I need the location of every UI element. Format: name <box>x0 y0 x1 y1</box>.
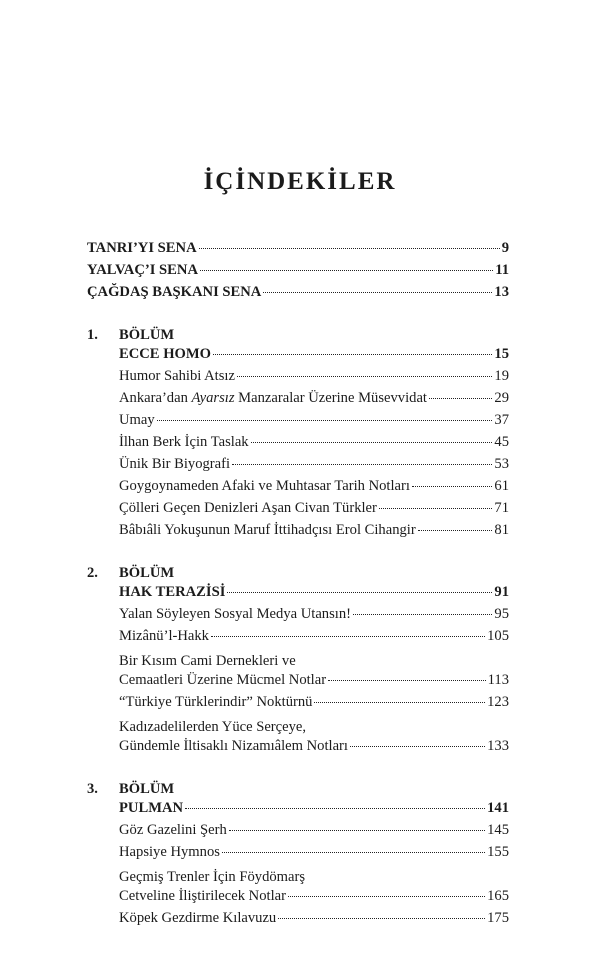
dot-leader <box>350 746 485 747</box>
entry-title: Gündemle İltisaklı Nizamıâlem Notları <box>119 738 348 754</box>
section-label: BÖLÜM <box>119 327 175 343</box>
entry-page: 155 <box>487 844 509 860</box>
entry-page: 11 <box>495 262 509 278</box>
toc-entry-section-title <box>87 800 509 822</box>
section-number: 2. <box>87 565 98 581</box>
entry-title: Mizânü’l-Hakk <box>119 628 209 644</box>
entry-title: Hapsiye Hymnos <box>119 844 220 860</box>
dot-leader <box>379 508 493 509</box>
entry-page: 29 <box>494 390 509 406</box>
entry-page: 123 <box>487 694 509 710</box>
toc-entry-section-title <box>87 584 509 606</box>
entry-title-line1: Geçmiş Trenler İçin Föydömarş <box>119 869 306 885</box>
toc-entry <box>87 434 509 456</box>
dot-leader <box>229 830 485 831</box>
dot-leader <box>353 614 492 615</box>
dot-leader <box>418 530 493 531</box>
entry-title: Yalan Söyleyen Sosyal Medya Utansın! <box>119 606 351 622</box>
toc-entry <box>87 262 509 284</box>
toc-entry-section-title <box>87 346 509 368</box>
entry-page: 37 <box>494 412 509 428</box>
dot-leader <box>185 808 485 809</box>
toc-entry <box>87 606 509 628</box>
entry-title-line1: Kadızadelilerden Yüce Serçeye, <box>119 719 307 735</box>
entry-title: ECCE HOMO <box>119 346 212 362</box>
toc-entry <box>87 844 509 866</box>
entry-page: 145 <box>487 822 509 838</box>
section-label: BÖLÜM <box>119 565 175 581</box>
section-number: 3. <box>87 781 98 797</box>
entry-title: Göz Gazelini Şerh <box>119 822 227 838</box>
entry-title: HAK TERAZİSİ <box>119 584 226 600</box>
entry-page: 19 <box>494 368 509 384</box>
toc-entry <box>87 412 509 434</box>
toc-entry <box>87 390 509 412</box>
dot-leader <box>199 248 500 249</box>
table-of-contents <box>87 240 509 932</box>
section-number: 1. <box>87 327 98 343</box>
entry-title: ÇAĞDAŞ BAŞKANI SENA <box>87 284 262 300</box>
toc-entry <box>87 672 509 694</box>
dot-leader <box>429 398 492 399</box>
entry-title: TANRI’YI SENA <box>87 240 197 256</box>
section-heading <box>87 324 509 346</box>
entry-page: 13 <box>494 284 509 300</box>
toc-entry <box>87 822 509 844</box>
entry-title: Cemaatleri Üzerine Mücmel Notlar <box>119 672 327 688</box>
entry-title: “Türkiye Türklerindir” Noktürnü <box>119 694 313 710</box>
dot-leader <box>227 592 492 593</box>
entry-title: Ünik Bir Biyografi <box>119 456 231 472</box>
entry-title: Ankara’dan Ayarsız Manzaralar Üzerine Müsevvidat <box>119 390 427 406</box>
entry-page: 15 <box>494 346 509 362</box>
entry-page: 71 <box>494 500 509 516</box>
toc-entry <box>87 368 509 390</box>
entry-title-line1: Bir Kısım Cami Dernekleri ve <box>119 653 296 669</box>
entry-page: 53 <box>494 456 509 472</box>
entry-title: Umay <box>119 412 155 428</box>
toc-entry <box>87 240 509 262</box>
toc-entry <box>87 500 509 522</box>
dot-leader <box>200 270 493 271</box>
section-heading <box>87 778 509 800</box>
entry-page: 91 <box>494 584 509 600</box>
entry-page: 105 <box>487 628 509 644</box>
entry-page: 9 <box>501 240 509 256</box>
toc-entry <box>87 456 509 478</box>
toc-entry <box>87 694 509 716</box>
page-title: İÇİNDEKİLER <box>203 168 397 195</box>
dot-leader <box>288 896 485 897</box>
entry-page: 113 <box>487 672 509 688</box>
entry-title: Çölleri Geçen Denizleri Aşan Civan Türkler <box>119 500 377 516</box>
entry-page: 133 <box>487 738 509 754</box>
entry-page: 165 <box>487 888 509 904</box>
entry-title: Cetveline İliştirilecek Notlar <box>119 888 286 904</box>
dot-leader <box>213 354 492 355</box>
toc-entry <box>87 888 509 910</box>
dot-leader <box>157 420 493 421</box>
entry-title: Köpek Gezdirme Kılavuzu <box>119 910 277 926</box>
dot-leader <box>251 442 493 443</box>
dot-leader <box>232 464 492 465</box>
toc-entry <box>87 522 509 544</box>
entry-title: PULMAN <box>119 800 184 816</box>
section-label: BÖLÜM <box>119 781 175 797</box>
entry-page: 61 <box>494 478 509 494</box>
entry-title: YALVAÇ’I SENA <box>87 262 198 278</box>
toc-entry <box>87 738 509 760</box>
toc-entry <box>87 478 509 500</box>
entry-title: Goygoynameden Afaki ve Muhtasar Tarih Notları <box>119 478 410 494</box>
entry-page: 95 <box>494 606 509 622</box>
dot-leader <box>222 852 485 853</box>
dot-leader <box>328 680 486 681</box>
entry-title: Humor Sahibi Atsız <box>119 368 235 384</box>
dot-leader <box>263 292 492 293</box>
entry-page: 45 <box>494 434 509 450</box>
toc-entry <box>87 910 509 932</box>
toc-entry <box>87 284 509 306</box>
dot-leader <box>278 918 485 919</box>
entry-page: 175 <box>487 910 509 926</box>
dot-leader <box>237 376 492 377</box>
toc-entry <box>87 628 509 650</box>
dot-leader <box>314 702 485 703</box>
dot-leader <box>211 636 485 637</box>
dot-leader <box>412 486 492 487</box>
section-heading <box>87 562 509 584</box>
entry-page: 141 <box>487 800 509 816</box>
entry-page: 81 <box>494 522 509 538</box>
entry-title: Bâbıâli Yokuşunun Maruf İttihadçısı Erol Cihangir <box>119 522 416 538</box>
entry-title: İlhan Berk İçin Taslak <box>119 434 249 450</box>
